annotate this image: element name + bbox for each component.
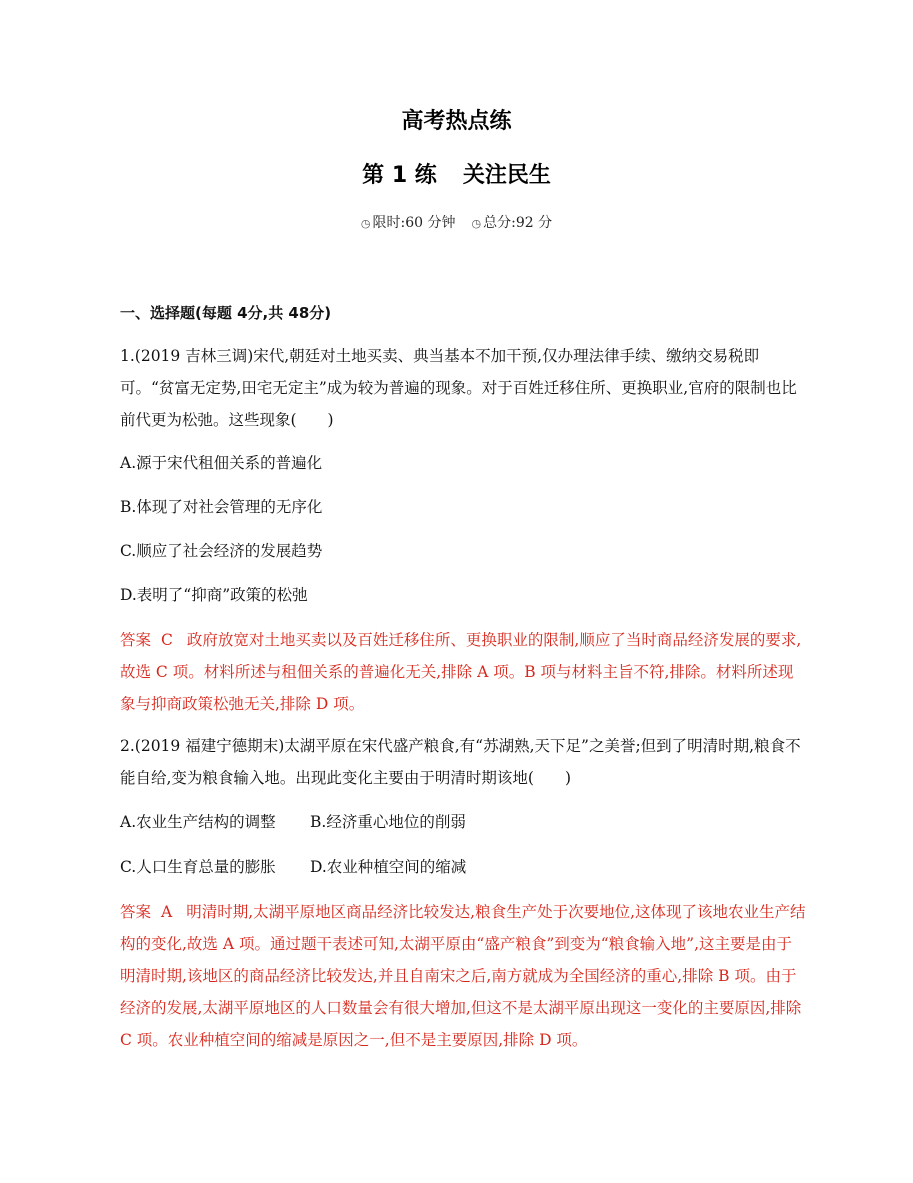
answer-key: C [161, 631, 173, 649]
exercise-topic: 关注民生 [462, 163, 551, 188]
question-2-stem: 2.(2019 福建宁德期末)太湖平原在宋代盛产粮食,有“苏湖熟,天下足”之美誉;但到了明清时期,粮食不能自给,变为粮食输入地。出现此变化主要由于明清时期该地( ) [120, 737, 801, 787]
question-1-option-b: B.体现了对社会管理的无序化 [120, 498, 323, 516]
answer-explanation: 明清时期,太湖平原地区商品经济比较发达,粮食生产处于次要地位,这体现了该地农业生产结构的变化,故选 A 项。通过题干表述可知,太湖平原由“盛产粮食”到变为“粮食输入地”,这主要是由于明清时期,该地区的商品经济比较发达,并且自南宋之后,南方就成为全国经济的重心,排除 B 项。由于经济的发展,太湖平原地区的人口数量会有很大增加,但这不是太湖平原出现这一变化的主要原因,排除 C 项。农业种植空间的缩减是原因之一,但不是主要原因,排除 D 项。 [120, 903, 806, 1049]
time-limit: 限时:60 分钟 [372, 215, 456, 231]
section-heading: 一、选择题(每题 4分,共 48分) [120, 304, 332, 322]
question-2-option-d: D.农业种植空间的缩减 [310, 858, 467, 876]
question-2-option-a: A.农业生产结构的调整 [120, 813, 276, 831]
question-1-option-c: C.顺应了社会经济的发展趋势 [120, 542, 323, 560]
question-2-option-b: B.经济重心地位的削弱 [310, 813, 466, 831]
total-score: 总分:92 分 [483, 215, 553, 231]
question-1-stem: 1.(2019 吉林三调)宋代,朝廷对土地买卖、典当基本不加干预,仅办理法律手续、缴纳交易税即可。“贫富无定势,田宅无定主”成为较为普遍的现象。对于百姓迁移住所、更换职业,官府的限制也比前代更为松弛。这些现象( ) [120, 347, 797, 429]
question-1-answer [120, 624, 806, 720]
answer-explanation: 政府放宽对土地买卖以及百姓迁移住所、更换职业的限制,顺应了当时商品经济发展的要求,故选 C 项。材料所述与租佃关系的普遍化无关,排除 A 项。B 项与材料主旨不符,排除。材料所述现象与抑商政策松弛无关,排除 D 项。 [120, 631, 802, 713]
page-title: 高考热点练 [401, 109, 512, 134]
question-2-options-row-2 [120, 851, 467, 883]
answer-label: 答案 [120, 903, 152, 921]
exam-meta [0, 212, 913, 232]
clock-icon: ◷ [360, 217, 371, 230]
exercise-number: 第 1 练 [362, 163, 437, 188]
clock-icon: ◷ [471, 217, 482, 230]
question-1-option-d: D.表明了“抑商”政策的松弛 [120, 586, 308, 604]
question-1-option-a: A.源于宋代租佃关系的普遍化 [120, 454, 323, 472]
answer-key: A [161, 903, 173, 921]
question-2-answer [120, 896, 806, 1056]
answer-label: 答案 [120, 631, 152, 649]
question-2-options-row-1 [120, 806, 466, 838]
question-2-option-c: C.人口生育总量的膨胀 [120, 858, 276, 876]
exercise-title [0, 158, 913, 189]
